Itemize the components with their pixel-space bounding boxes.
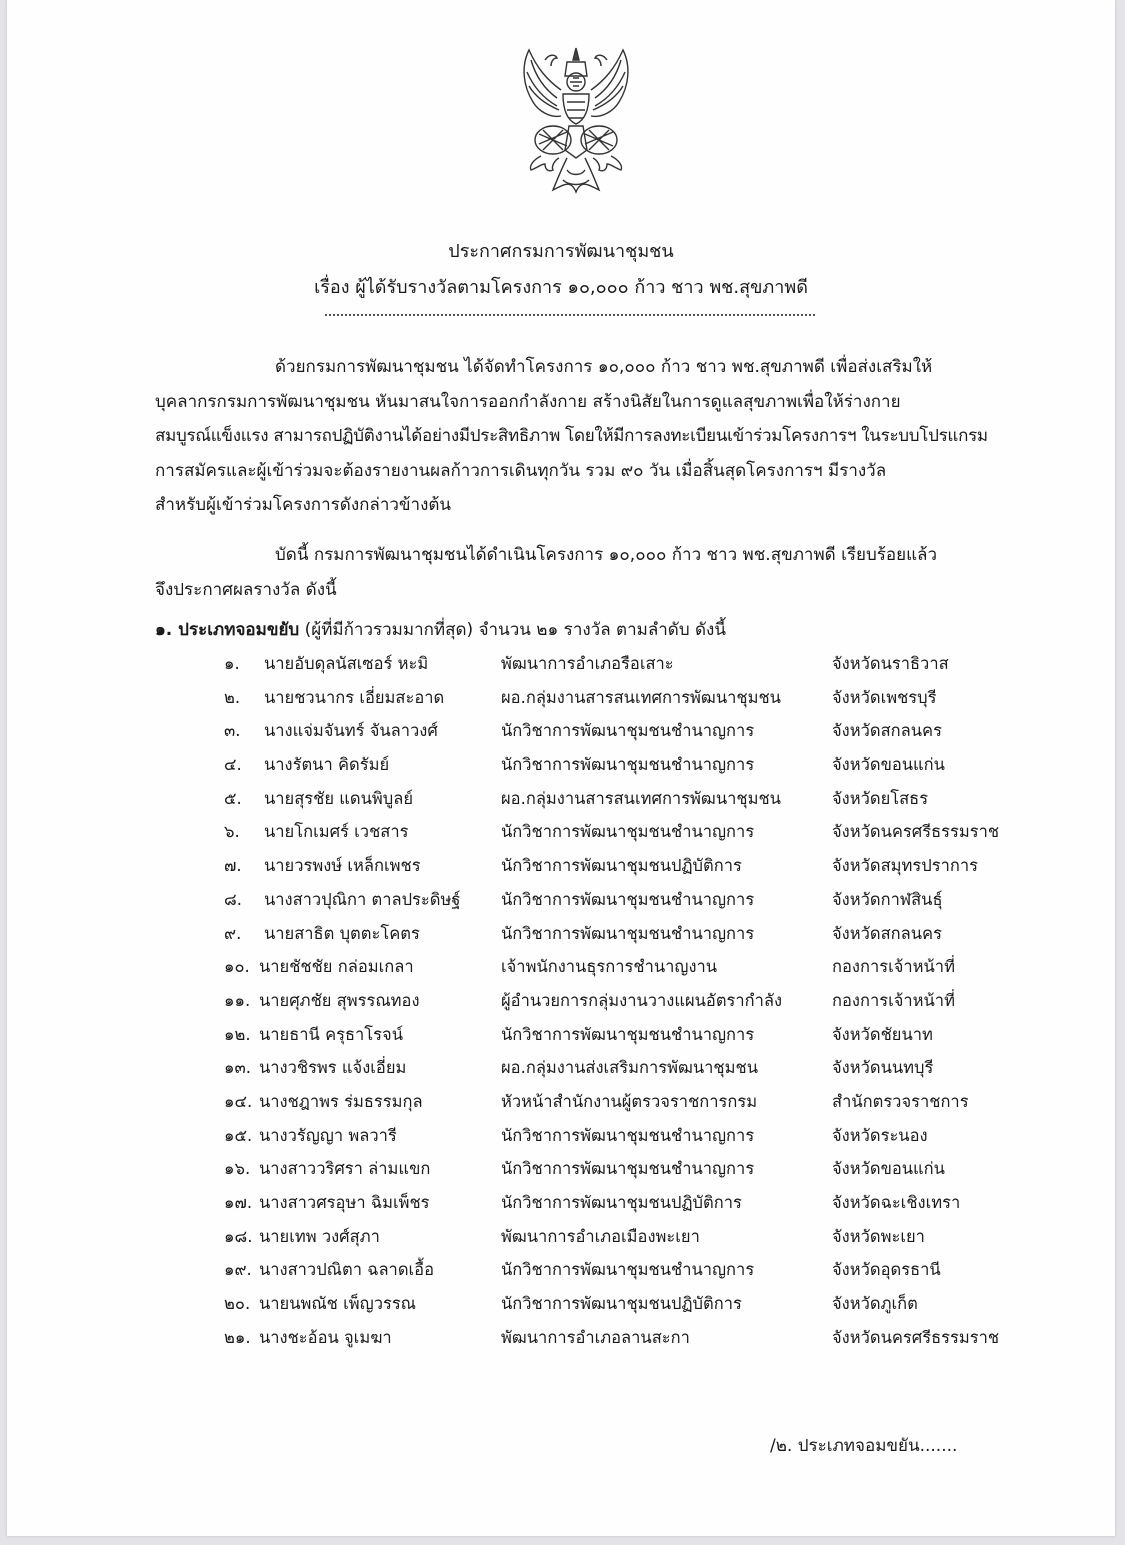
winner-province: จังหวัดชัยนาท bbox=[832, 1024, 933, 1044]
winner-province: จังหวัดนนทบุรี bbox=[832, 1058, 934, 1078]
winner-position: ผอ.กลุ่มงานสารสนเทศการพัฒนาชุมชน bbox=[501, 788, 781, 808]
document-subject: เรื่อง ผู้ได้รับรางวัลตามโครงการ ๑๐,๐๐๐ ก้าว ชาว พช.สุขภาพดี bbox=[314, 277, 808, 298]
winner-name: นายวรพงษ์ เหล็กเพชร bbox=[264, 856, 421, 876]
winner-name: นางชะอ้อน จูเมฆา bbox=[259, 1327, 392, 1347]
winner-row bbox=[224, 718, 1024, 752]
winner-position: นักวิชาการพัฒนาชุมชนชำนาญการ bbox=[501, 1125, 755, 1145]
winner-number: ๘. bbox=[224, 889, 242, 909]
winner-province: จังหวัดเพชรบุรี bbox=[832, 687, 937, 707]
winner-name: นายสุรชัย แดนพิบูลย์ bbox=[264, 788, 414, 808]
dotted-divider bbox=[325, 314, 815, 316]
winner-position: นักวิชาการพัฒนาชุมชนชำนาญการ bbox=[501, 923, 755, 943]
winner-position: นักวิชาการพัฒนาชุมชนชำนาญการ bbox=[501, 822, 755, 842]
winner-row bbox=[224, 1055, 1024, 1089]
winner-row bbox=[224, 1123, 1024, 1157]
winner-name: นางแจ่มจันทร์ จันลาวงศ์ bbox=[264, 721, 438, 741]
winner-row bbox=[224, 921, 1024, 955]
winner-row bbox=[224, 988, 1024, 1022]
winner-position: นักวิชาการพัฒนาชุมชนปฏิบัติการ bbox=[501, 1193, 742, 1212]
winner-number: ๗. bbox=[224, 856, 242, 876]
winner-number: ๑๓. bbox=[224, 1058, 251, 1078]
winner-province: จังหวัดภูเก็ต bbox=[832, 1294, 918, 1314]
winner-name: นายโกเมศร์ เวชสาร bbox=[264, 822, 409, 842]
winner-province: จังหวัดกาฬสินธุ์ bbox=[832, 889, 943, 909]
continuation-note: /๒. ประเภทจอมขยัน....... bbox=[770, 1436, 958, 1456]
winner-row bbox=[224, 786, 1024, 820]
winner-number: ๒. bbox=[224, 687, 241, 707]
paragraph-line: สำหรับผู้เข้าร่วมโครงการดังกล่าวข้างต้น bbox=[155, 495, 452, 515]
winner-name: นายชัชชัย กล่อมเกลา bbox=[259, 957, 414, 977]
winner-row bbox=[224, 1190, 1024, 1224]
winner-province: จังหวัดสกลนคร bbox=[832, 923, 942, 943]
paragraph-line: สมบูรณ์แข็งแรง สามารถปฏิบัติงานได้อย่างมีประสิทธิภาพ โดยให้มีการลงทะเบียนเข้าร่วมโครงการฯ ในระบบโปรแกรม bbox=[155, 426, 988, 446]
winner-position: ผอ.กลุ่มงานส่งเสริมการพัฒนาชุมชน bbox=[501, 1058, 758, 1078]
winner-position: พัฒนาการอำเภอรือเสาะ bbox=[501, 654, 674, 673]
winner-number: ๑๗. bbox=[224, 1193, 253, 1212]
winner-position: นักวิชาการพัฒนาชุมชนชำนาญการ bbox=[501, 755, 755, 775]
winner-number: ๑๐. bbox=[224, 957, 250, 977]
winner-row bbox=[224, 1291, 1024, 1325]
winner-number: ๑๖. bbox=[224, 1159, 251, 1179]
winner-province: จังหวัดนราธิวาส bbox=[832, 654, 949, 673]
section-heading-detail: (ผู้ที่มีก้าวรวมมากที่สุด) จำนวน ๒๑ รางวัล ตามลำดับ ดังนี้ bbox=[299, 620, 726, 640]
winner-row bbox=[224, 954, 1024, 988]
winner-position: ผอ.กลุ่มงานสารสนเทศการพัฒนาชุมชน bbox=[501, 687, 781, 707]
paragraph-line: จึงประกาศผลรางวัล ดังนี้ bbox=[155, 579, 337, 600]
winner-name: นางวชิรพร แจ้งเอี่ยม bbox=[259, 1058, 407, 1078]
winner-row bbox=[224, 1089, 1024, 1123]
winner-row bbox=[224, 651, 1024, 685]
paragraph-line: ด้วยกรมการพัฒนาชุมชน ได้จัดทำโครงการ ๑๐,๐๐๐ ก้าว ชาว พช.สุขภาพดี เพื่อส่งเสริมให้ bbox=[275, 357, 933, 377]
winner-position: นักวิชาการพัฒนาชุมชนปฏิบัติการ bbox=[501, 856, 742, 876]
winner-row bbox=[224, 1224, 1024, 1258]
winner-position: นักวิชาการพัฒนาชุมชนชำนาญการ bbox=[501, 889, 755, 909]
winner-number: ๑๒. bbox=[224, 1024, 251, 1044]
winner-number: ๒๐. bbox=[224, 1294, 251, 1314]
winner-row bbox=[224, 752, 1024, 786]
winner-name: นางรัตนา คิดรัมย์ bbox=[264, 755, 390, 775]
winner-position: พัฒนาการอำเภอลานสะกา bbox=[501, 1327, 690, 1347]
winner-name: นางสาวปุณิกา ตาลประดิษฐ์ bbox=[264, 889, 461, 909]
winner-number: ๑๕. bbox=[224, 1125, 253, 1145]
section-heading-bold: ๑. ประเภทจอมขยับ bbox=[155, 620, 300, 640]
winner-position: เจ้าพนักงานธุรการชำนาญงาน bbox=[501, 957, 718, 977]
winner-position: นักวิชาการพัฒนาชุมชนชำนาญการ bbox=[501, 721, 755, 741]
winner-number: ๑. bbox=[224, 654, 240, 673]
winner-province: กองการเจ้าหน้าที่ bbox=[832, 990, 955, 1010]
winner-name: นางสาววริศรา ล่ามแขก bbox=[259, 1159, 431, 1179]
document-page bbox=[7, 0, 1115, 1536]
winner-province: จังหวัดขอนแก่น bbox=[832, 755, 945, 775]
winner-name: นายธานี ครุธาโรจน์ bbox=[259, 1024, 403, 1044]
winner-province: จังหวัดนครศรีธรรมราช bbox=[832, 1327, 1000, 1347]
announcement-paragraph bbox=[155, 538, 1005, 607]
winner-province: จังหวัดพะเยา bbox=[832, 1226, 925, 1246]
winner-province: จังหวัดยโสธร bbox=[832, 788, 929, 808]
winner-position: นักวิชาการพัฒนาชุมชนชำนาญการ bbox=[501, 1159, 755, 1179]
winner-row bbox=[224, 1257, 1024, 1291]
document-title: ประกาศกรมการพัฒนาชุมชน bbox=[448, 241, 674, 262]
winner-number: ๑๑. bbox=[224, 990, 251, 1010]
winner-province: จังหวัดสมุทรปราการ bbox=[832, 856, 978, 876]
winner-name: นายศุภชัย สุพรรณทอง bbox=[259, 990, 420, 1010]
winner-province: จังหวัดนครศรีธรรมราช bbox=[832, 822, 1000, 842]
winner-province: จังหวัดระนอง bbox=[832, 1125, 928, 1145]
winner-number: ๖. bbox=[224, 822, 240, 842]
section-heading bbox=[155, 616, 726, 643]
winner-number: ๒๑. bbox=[224, 1327, 251, 1347]
winner-name: นายเทพ วงศ์สุภา bbox=[259, 1226, 380, 1246]
winner-number: ๑๘. bbox=[224, 1226, 253, 1246]
winner-position: ผู้อำนวยการกลุ่มงานวางแผนอัตรากำลัง bbox=[501, 990, 783, 1010]
intro-paragraph bbox=[155, 350, 1005, 523]
winners-list bbox=[224, 651, 1024, 1358]
winner-number: ๔. bbox=[224, 755, 242, 775]
paragraph-line: บัดนี้ กรมการพัฒนาชุมชนได้ดำเนินโครงการ ๑๐,๐๐๐ ก้าว ชาว พช.สุขภาพดี เรียบร้อยแล้ว bbox=[275, 545, 938, 565]
winner-number: ๑๔. bbox=[224, 1091, 253, 1111]
winner-province: จังหวัดอุดรธานี bbox=[832, 1260, 941, 1280]
winner-row bbox=[224, 853, 1024, 887]
winner-number: ๕. bbox=[224, 788, 242, 808]
winner-position: หัวหน้าสำนักงานผู้ตรวจราชการกรม bbox=[501, 1091, 758, 1111]
winner-row bbox=[224, 819, 1024, 853]
winner-name: นางชฎาพร ร่มธรรมกุล bbox=[259, 1091, 423, 1111]
winner-province: จังหวัดสกลนคร bbox=[832, 721, 942, 741]
paragraph-line: บุคลากรกรมการพัฒนาชุมชน หันมาสนใจการออกกำลังกาย สร้างนิสัยในการดูแลสุขภาพเพื่อให้ร่างกาย bbox=[155, 391, 901, 412]
winner-province: จังหวัดฉะเชิงเทรา bbox=[832, 1193, 961, 1212]
winner-number: ๑๙. bbox=[224, 1260, 252, 1280]
winner-name: นายอับดุลนัสเซอร์ หะมิ bbox=[264, 654, 429, 673]
winner-name: นางสาวศรอุษา ฉิมเพ็ชร bbox=[259, 1193, 430, 1212]
winner-row bbox=[224, 1156, 1024, 1190]
winner-row bbox=[224, 887, 1024, 921]
winner-number: ๙. bbox=[224, 923, 242, 943]
winner-name: นางวรัญญา พลวารี bbox=[259, 1125, 397, 1145]
winner-position: นักวิชาการพัฒนาชุมชนปฏิบัติการ bbox=[501, 1294, 742, 1314]
winner-name: นางสาวปณิตา ฉลาดเอื้อ bbox=[259, 1260, 434, 1280]
winner-province: กองการเจ้าหน้าที่ bbox=[832, 957, 955, 977]
winner-number: ๓. bbox=[224, 721, 241, 741]
garuda-emblem-icon bbox=[507, 40, 645, 198]
winner-name: นายสาธิต บุตตะโคตร bbox=[264, 923, 420, 943]
winner-row bbox=[224, 685, 1024, 719]
winner-position: พัฒนาการอำเภอเมืองพะเยา bbox=[501, 1226, 700, 1246]
winner-position: นักวิชาการพัฒนาชุมชนชำนาญการ bbox=[501, 1024, 755, 1044]
winner-province: สำนักตรวจราชการ bbox=[832, 1091, 969, 1111]
winner-name: นายชวนากร เอี่ยมสะอาด bbox=[264, 687, 445, 707]
paragraph-line: การสมัครและผู้เข้าร่วมจะต้องรายงานผลก้าวการเดินทุกวัน รวม ๙๐ วัน เมื่อสิ้นสุดโครงการฯ มีรางวัล bbox=[155, 460, 887, 481]
winner-name: นายนพณัช เพ็ญวรรณ bbox=[259, 1294, 416, 1314]
winner-position: นักวิชาการพัฒนาชุมชนชำนาญการ bbox=[501, 1260, 755, 1280]
winner-row bbox=[224, 1022, 1024, 1056]
winner-province: จังหวัดขอนแก่น bbox=[832, 1159, 945, 1179]
winner-row bbox=[224, 1325, 1024, 1359]
